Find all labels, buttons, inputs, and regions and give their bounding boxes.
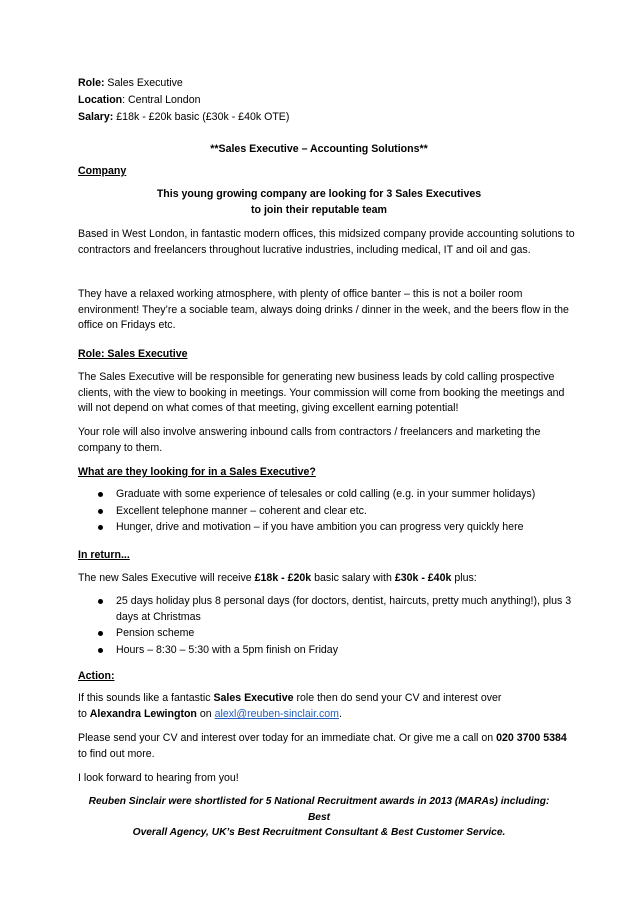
footer-note [78,794,560,841]
bullet-icon [98,648,103,653]
list-item: 25 days holiday plus 8 personal days (for doctors, dentist, haircuts, pretty much anything!), plus 3 days at Christmas [78,594,578,625]
company-tagline-1: This young growing company are looking for 3 Sales Executives [156,188,482,200]
role-line [78,76,568,92]
action-role: Sales Executive [213,692,294,704]
list-item: Hunger, drive and motivation – if you have ambition you can progress very quickly here [78,520,568,536]
job-title: **Sales Executive – Accounting Solutions** [210,143,428,155]
list-item: Excellent telephone manner – coherent and clear etc. [78,504,568,520]
company-paragraph-1: Based in West London, in fantastic modern offices, this midsized company provide accounting solutions to contractors and freelancers throughout lucrative industries, including medical, IT and oil and gas. [78,228,575,256]
in-return-heading: In return... [78,549,130,561]
role-value: Sales Executive [104,77,183,89]
company-tagline-2: to join their reputable team [251,204,387,216]
phone-number: 020 3700 5384 [496,732,567,744]
company-paragraph-2: They have a relaxed working atmosphere, with plenty of office banter – this is not a boiler room environment! They’re a sociable team, always doing drinks / dinner in the week, and the beers flow in the office on Fridays etc. [78,288,569,331]
bullet-icon [98,525,103,530]
location-label: Location [78,94,123,106]
email-link[interactable]: alexl@reuben-sinclair.com [214,708,339,720]
benefits-list [78,594,578,659]
action-paragraph-3: I look forward to hearing from you! [78,772,239,784]
list-item: Pension scheme [78,626,578,642]
basic-salary: £18k - £20k [254,572,312,584]
location-line [78,93,568,109]
ote-salary: £30k - £40k [394,572,452,584]
action-paragraph-1-line-1: If this sounds like a fantastic Sales Executive role then do send your CV and interest over [78,692,502,704]
footer-line-1: Reuben Sinclair were shortlisted for 5 National Recruitment awards in 2013 (MARAs) including: Best [88,796,550,823]
bullet-icon [98,492,103,497]
role-heading: Role: Sales Executive [78,348,188,360]
bullet-icon [98,599,103,604]
bullet-icon [98,631,103,636]
salary-value: £18k - £20k basic (£30k - £40k OTE) [113,111,290,123]
in-return-intro: The new Sales Executive will receive £18k - £20k basic salary with £30k - £40k plus: [78,572,477,584]
role-paragraph-1: The Sales Executive will be responsible for generating new business leads by cold calling prospective clients, with the view to booking in meetings. Your commission will come from booking the meetings and will not depend on what comes of that meeting, giving excellent earning potential! [78,371,565,414]
role-label: Role: [78,77,105,89]
salary-label: Salary: [78,111,114,123]
footer-line-2: Overall Agency, UK’s Best Recruitment Consultant & Best Customer Service. [132,827,506,838]
role-paragraph-2: Your role will also involve answering inbound calls from contractors / freelancers and marketing the company to them. [78,426,541,454]
action-heading: Action: [78,670,115,682]
salary-line [78,110,568,126]
looking-for-list [78,487,568,537]
list-item: Graduate with some experience of telesales or cold calling (e.g. in your summer holidays) [78,487,568,503]
contact-name: Alexandra Lewington [89,708,197,720]
looking-for-heading: What are they looking for in a Sales Executive? [78,466,316,478]
location-value: : Central London [122,94,201,106]
bullet-icon [98,509,103,514]
action-paragraph-2: Please send your CV and interest over today for an immediate chat. Or give me a call on 020 3700 5384 to find out more. [78,732,567,760]
action-paragraph-1-line-2: to Alexandra Lewington on alexl@reuben-sinclair.com. [78,708,342,720]
company-heading: Company [78,165,127,177]
list-item: Hours – 8:30 – 5:30 with a 5pm finish on Friday [78,643,578,659]
